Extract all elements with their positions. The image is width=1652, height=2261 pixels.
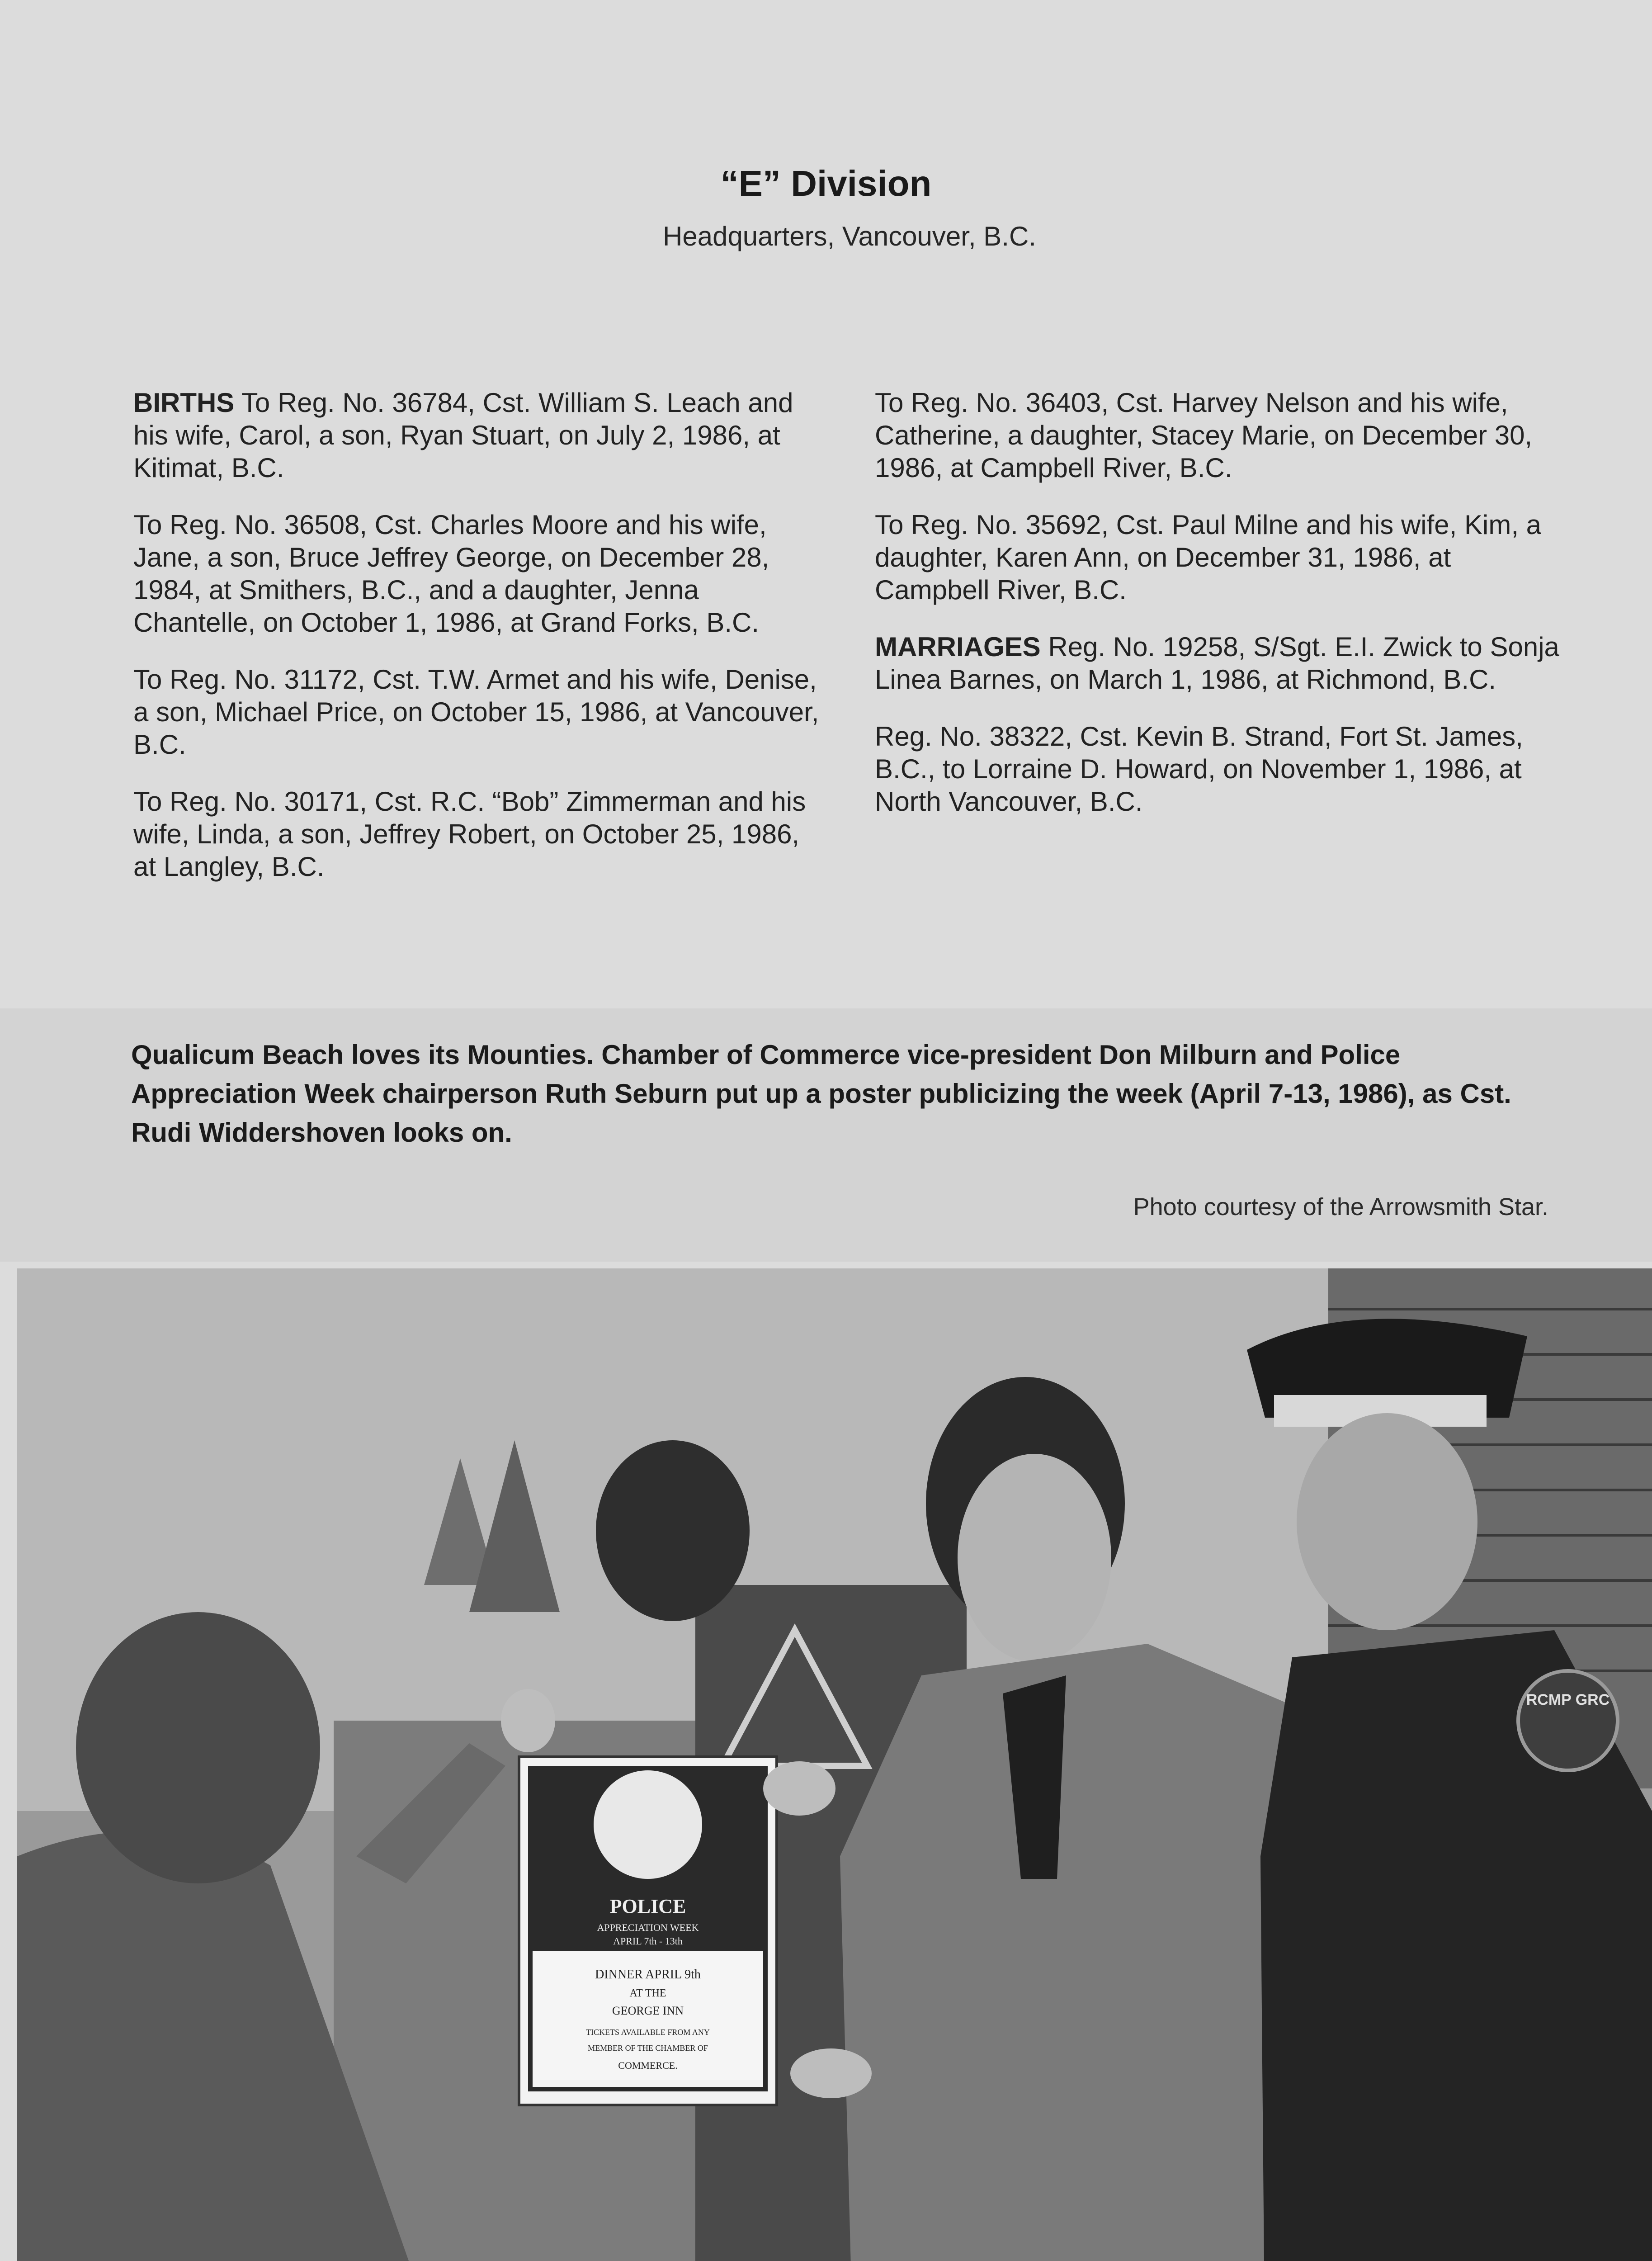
paragraph-text: To Reg. No. 36784, Cst. William S. Leach and his wife, Carol, a son, Ryan Stuart, on July 2, 1986, at Kitimat, B.C. (133, 388, 793, 483)
section-lead-marriages: MARRIAGES (875, 632, 1041, 662)
poster-line: APRIL 7th - 13th (613, 1935, 683, 1947)
right-column (875, 387, 1569, 842)
poster-handwriting: TICKETS AVAILABLE FROM ANY (586, 2028, 710, 2037)
poster-handwriting: DINNER APRIL 9th (595, 1968, 701, 1982)
announcement-paragraph (133, 387, 827, 484)
section-lead-births: BIRTHS (133, 388, 235, 418)
announcement-paragraph (133, 663, 827, 761)
poster-handwriting: AT THE (629, 1987, 666, 1999)
paragraph-text: Reg. No. 19258, S/Sgt. E.I. Zwick to Sonja Linea Barnes, on March 1, 1986, at Richmond, B.C. (875, 632, 1559, 695)
poster-handwriting: GEORGE INN (612, 2004, 684, 2017)
paragraph-text: Reg. No. 38322, Cst. Kevin B. Strand, Fort St. James, B.C., to Lorraine D. Howard, on November 1, 1986, at North Vancouver, B.C. (875, 721, 1523, 817)
poster-handwriting: COMMERCE. (618, 2060, 678, 2071)
photo-illustration (17, 1268, 1652, 2261)
poster-handwriting: MEMBER OF THE CHAMBER OF (588, 2043, 708, 2053)
photo-caption: Qualicum Beach loves its Mounties. Chamber of Commerce vice-president Don Milburn and Police Appreciation Week chairperson Ruth Seburn put up a poster publicizing the week (April 7-13, 1986), as Cst. Rudi Widdershoven looks on. (131, 1040, 1511, 1148)
announcement-paragraph (133, 785, 827, 883)
announcement-paragraph (875, 631, 1569, 696)
hand (763, 1761, 835, 1816)
badge-text: RCMP GRC (1526, 1691, 1610, 1708)
woman-hair (76, 1612, 320, 1883)
poster-title: POLICE (609, 1895, 686, 1917)
paragraph-text: To Reg. No. 36403, Cst. Harvey Nelson and his wife, Catherine, a daughter, Stacey Marie, on December 30, 1986, at Campbell River, B.C. (875, 388, 1533, 483)
background-figure (596, 1440, 750, 1621)
hand (790, 2048, 872, 2098)
news-photo (17, 1268, 1652, 2261)
paragraph-text: To Reg. No. 36508, Cst. Charles Moore and his wife, Jane, a son, Bruce Jeffrey George, on December 28, 1984, at Smithers, B.C., and a daughter, Jenna Chantelle, on October 1, 1986, at Grand Forks, B.C. (133, 510, 769, 638)
page-title: “E” Division (720, 163, 932, 203)
announcement-paragraph (133, 509, 827, 639)
announcement-paragraph (875, 387, 1569, 484)
announcement-paragraph (875, 720, 1569, 818)
page-subtitle: Headquarters, Vancouver, B.C. (663, 221, 1036, 251)
paragraph-text: To Reg. No. 35692, Cst. Paul Milne and his wife, Kim, a daughter, Karen Ann, on December 31, 1986, at Campbell River, B.C. (875, 510, 1542, 605)
paragraph-text: To Reg. No. 31172, Cst. T.W. Armet and his wife, Denise, a son, Michael Price, on October 15, 1986, at Vancouver, B.C. (133, 664, 819, 760)
paragraph-text: To Reg. No. 30171, Cst. R.C. “Bob” Zimmerman and his wife, Linda, a son, Jeffrey Robert, on October 25, 1986, at Langley, B.C. (133, 786, 806, 882)
left-column (133, 387, 827, 908)
poster-line: APPRECIATION WEEK (597, 1922, 699, 1933)
announcement-paragraph (875, 509, 1569, 606)
photo-credit: Photo courtesy of the Arrowsmith Star. (1133, 1193, 1548, 1220)
poster-emblem (594, 1770, 702, 1879)
officer-face (1297, 1413, 1477, 1630)
hand (501, 1689, 555, 1752)
rcmp-shoulder-badge (1518, 1671, 1618, 1770)
man-face (958, 1454, 1111, 1662)
